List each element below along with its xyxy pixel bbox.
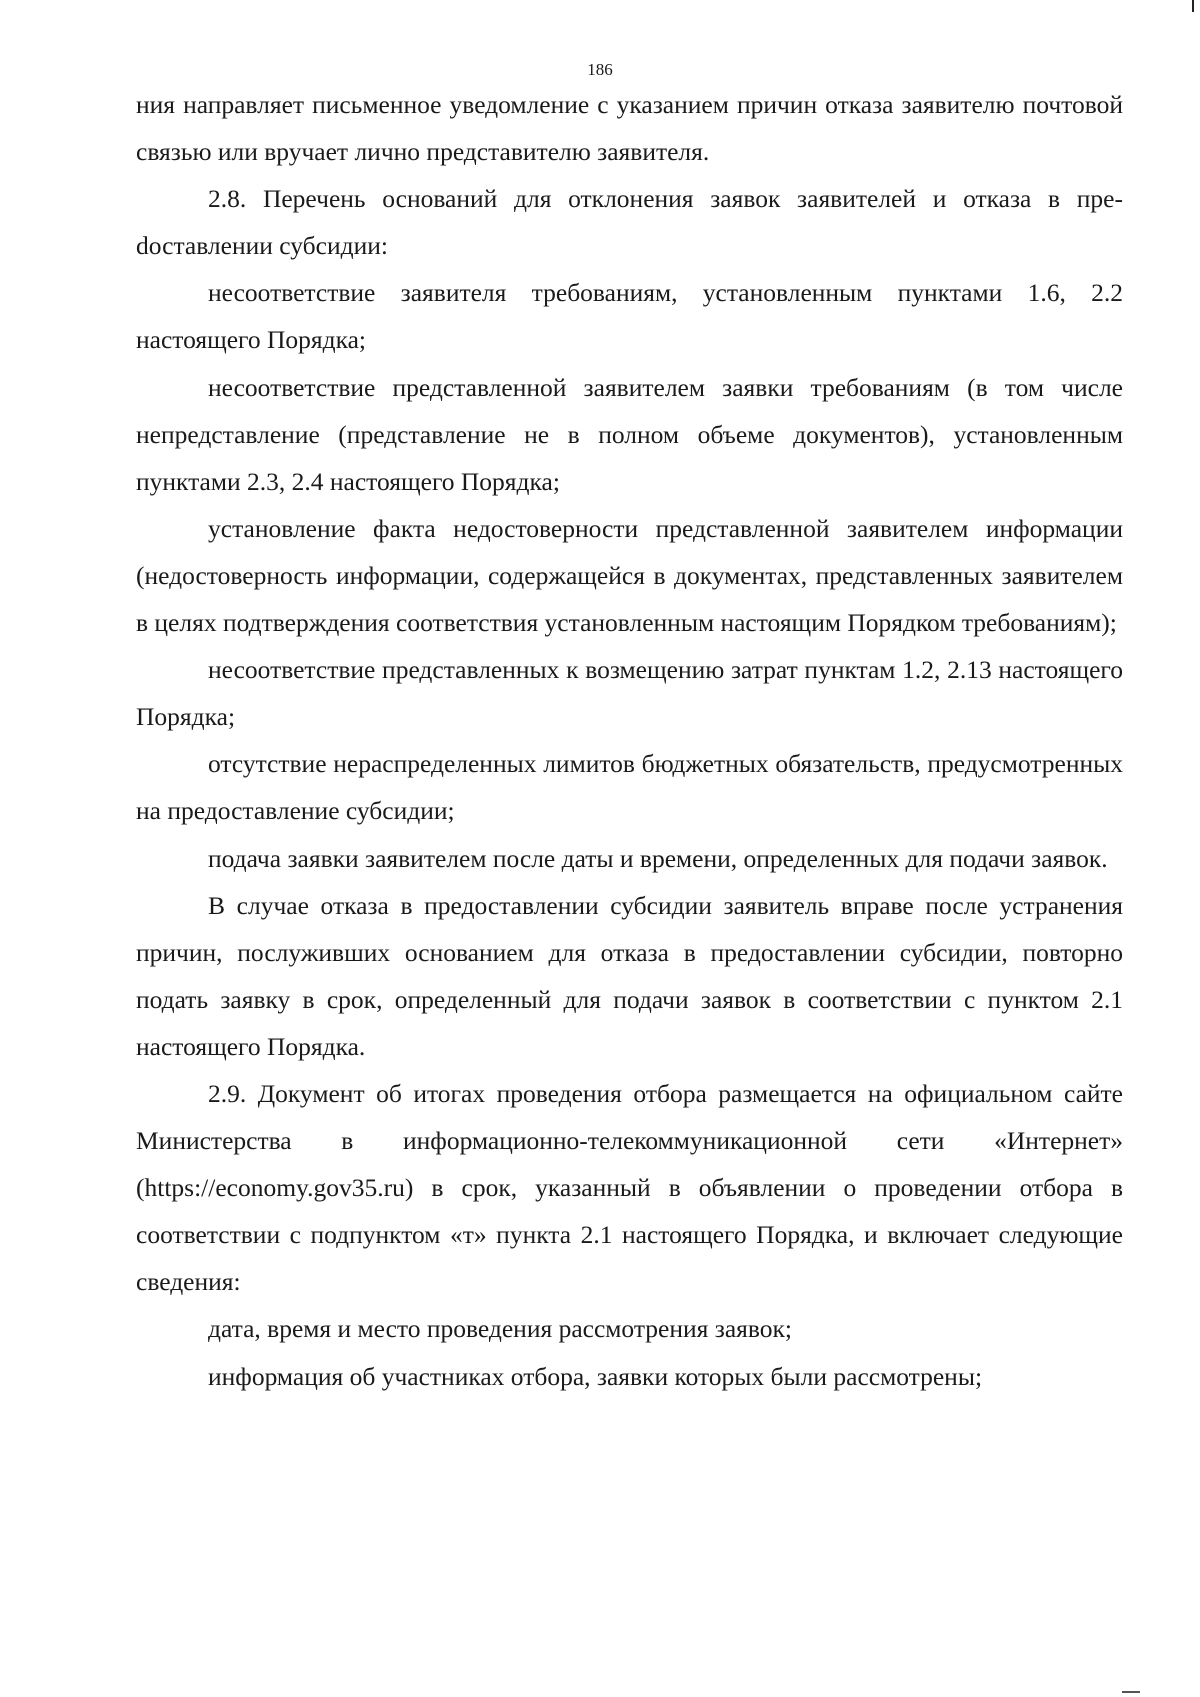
- paragraph: дата, время и место проведения рассмотрения заявок;: [208, 1314, 792, 1344]
- paragraph: несоответствие заявителя требованиям, установленным пунктами 1.6, 2.2 настоящего Порядка;: [136, 278, 1123, 355]
- paragraph: несоответствие представленной заявителем заявки требованиям (в том числе непредставление (представление не в полном объеме документов), установленным пунктами 2.3, 2.4 настоящего Порядка;: [136, 372, 1123, 496]
- paragraph: установление факта недостоверности представленной заявителем информации (недостоверность информации, содержащейся в документах, представленных заявителем в целях подтверждения соответствия установленным настоящим Порядком требованиям);: [136, 513, 1123, 638]
- paragraph: ния направляет письменное уведомление с указанием причин отказа заявителю почтовой связью или вручает лично представителю заявителя.: [136, 90, 1123, 167]
- paragraph: отсутствие нераспределенных лимитов бюджетных обязательств, предусмотренных на предоставление субсидии;: [136, 749, 1123, 826]
- paragraph: информация об участниках отбора, заявки которых были рассмотрены;: [208, 1361, 983, 1391]
- paragraph: подача заявки заявителем после даты и времени, определенных для подачи заявок.: [208, 843, 1108, 873]
- document-body: [136, 81, 1123, 1400]
- scan-edge-mark: [1122, 1691, 1140, 1693]
- paragraph: В случае отказа в предоставлении субсидии заявитель вправе после устранения причин, послуживших основанием для отказа в предоставлении субсидии, повторно подать заявку в срок, определенный для подачи заявок в соответствии с пунктом 2.1 настоящего Порядка.: [136, 890, 1123, 1061]
- paragraph: 2.8. Перечень оснований для отклонения заявок заявителей и отказа в преdоставлении субсидии:: [136, 184, 1123, 261]
- page-number: 186: [587, 60, 613, 79]
- paragraph: несоответствие представленных к возмещению затрат пунктам 1.2, 2.13 настоящего Порядка;: [136, 655, 1123, 732]
- paragraph: 2.9. Документ об итогах проведения отбора размещается на официальном сайте Министерства в информационно-телекоммуникационной сети «Интернет» (https://economy.gov35.ru) в срок, указанный в объявлении о проведении отбора в соответствии с подпунктом «т» пункта 2.1 настоящего Порядка, и включает следующие сведения:: [136, 1078, 1123, 1297]
- scan-edge-mark: [1192, 0, 1194, 12]
